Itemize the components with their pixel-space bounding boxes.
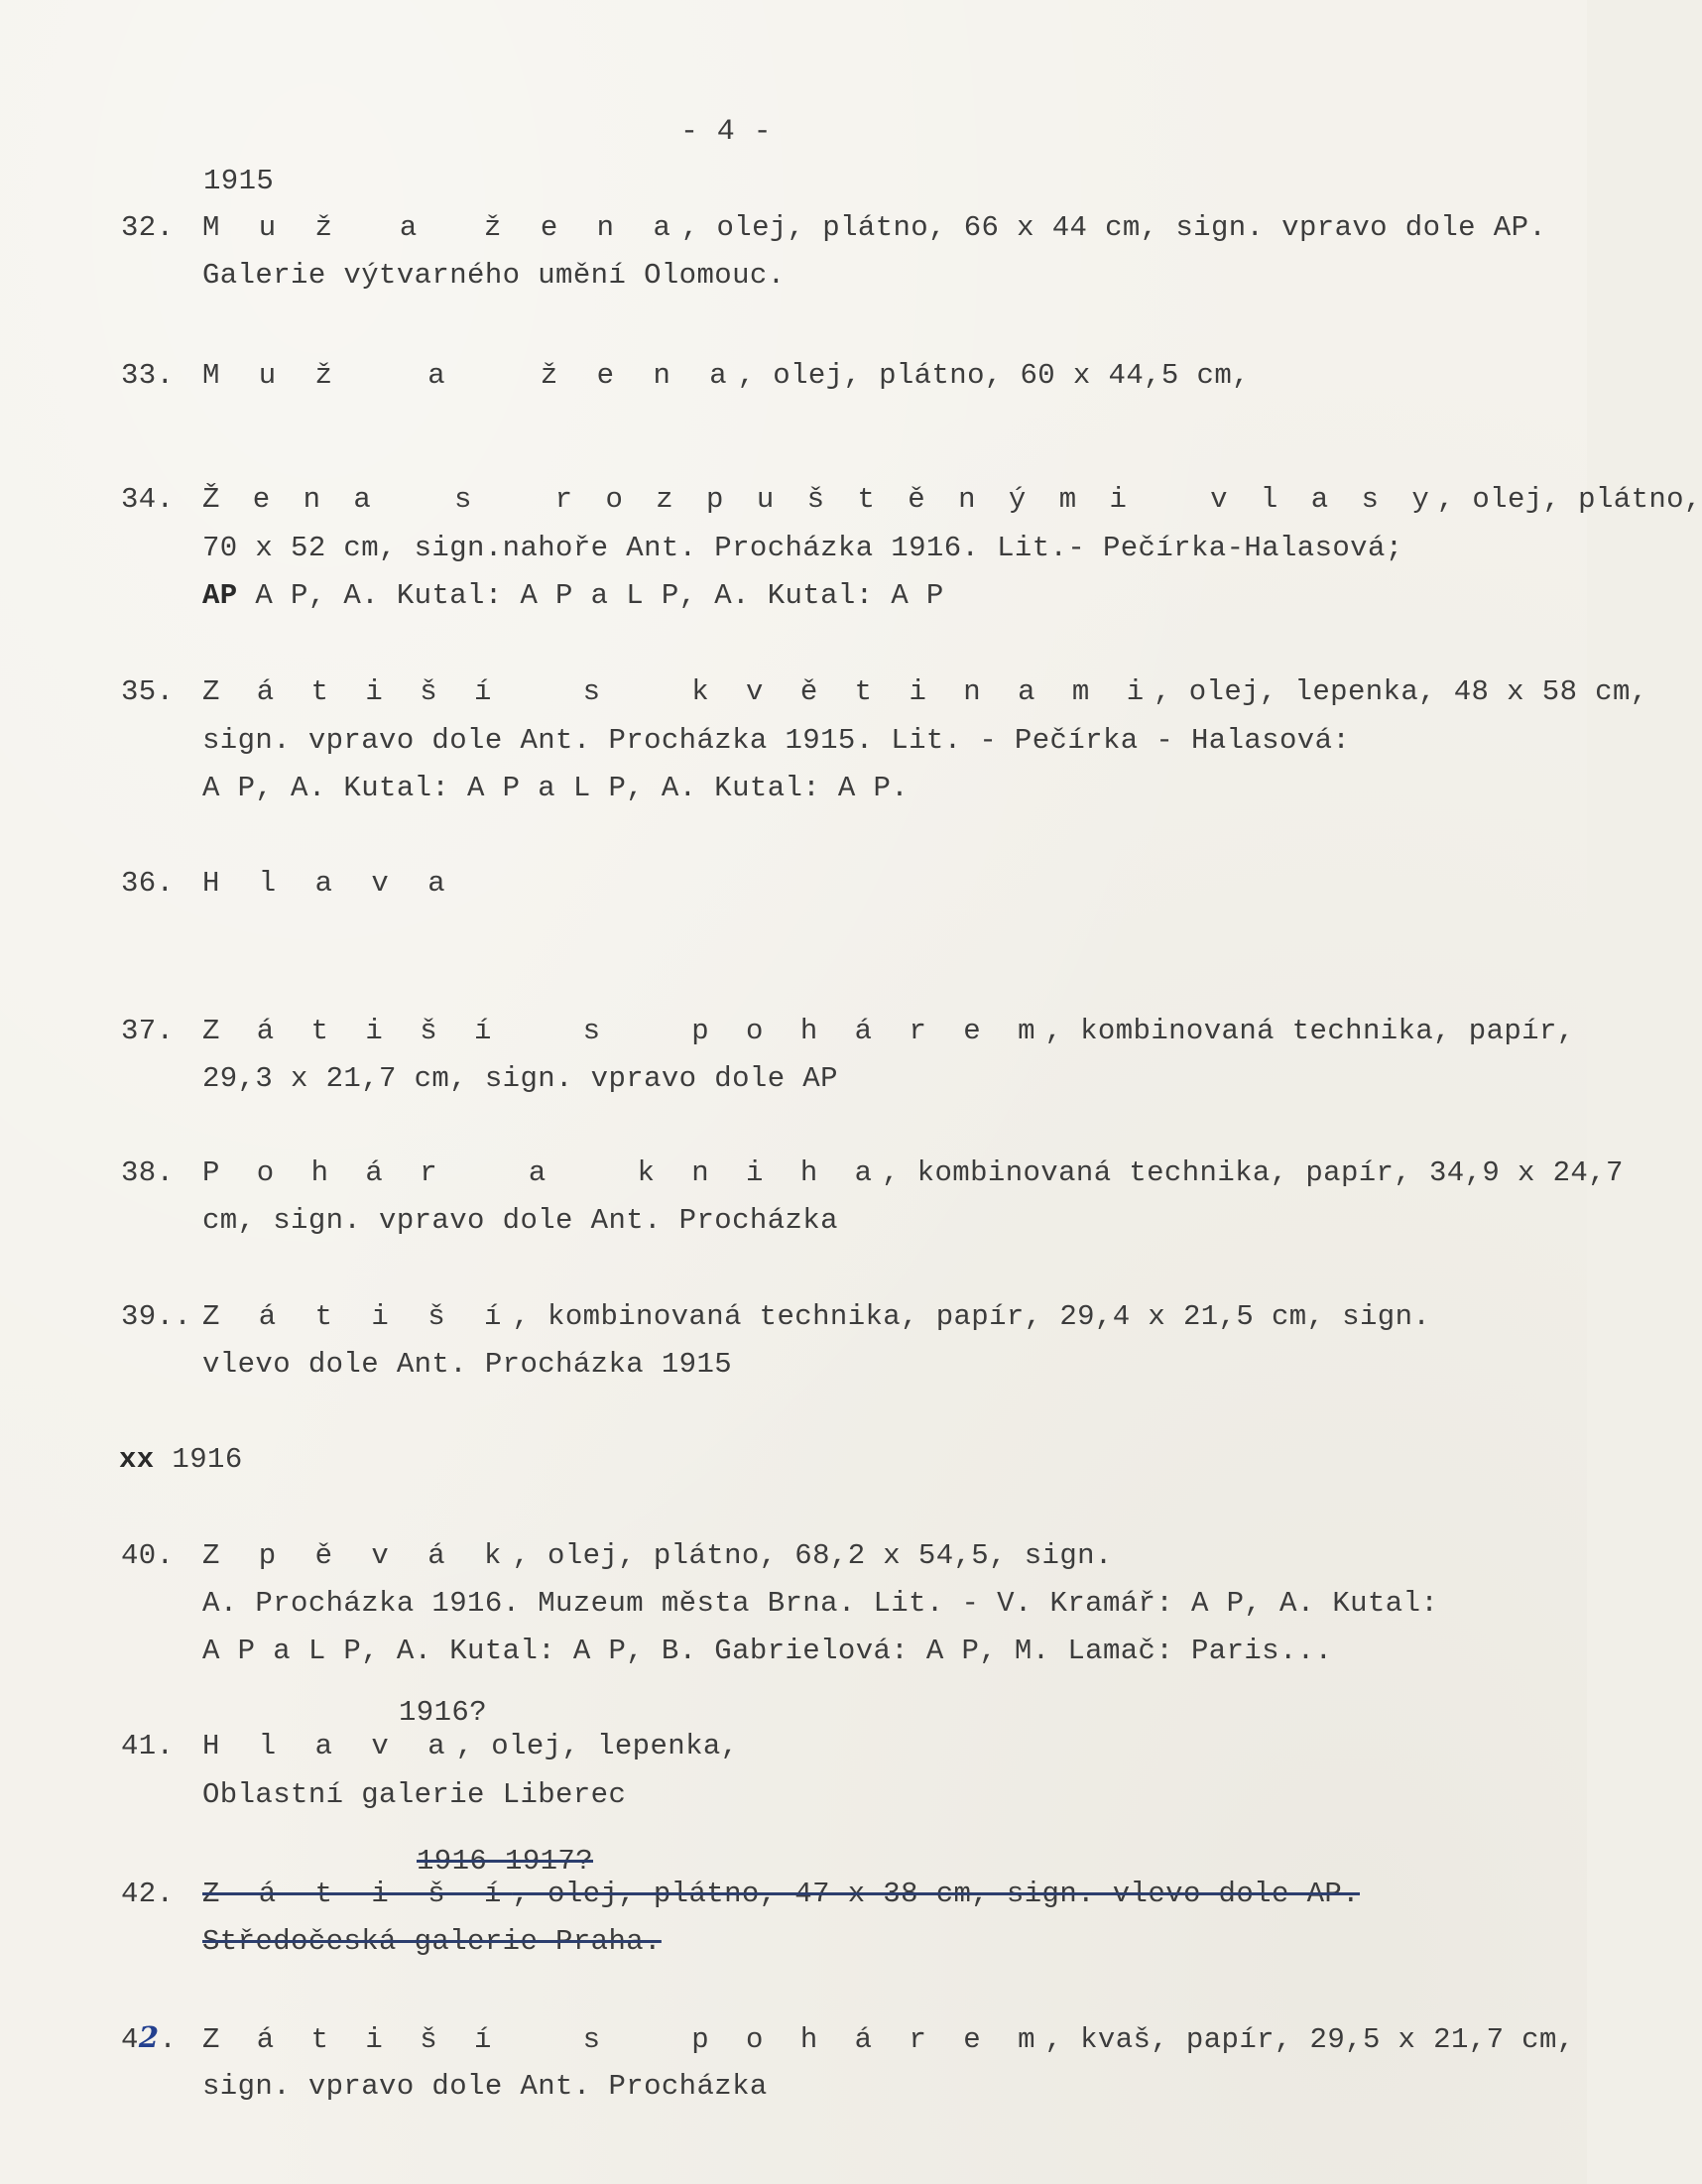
entry-40-line-1: [121, 1541, 1113, 1570]
page-number: - 4 -: [680, 115, 773, 149]
entry-36-line-1: [121, 869, 456, 898]
entry-details: , kombinovaná technika, papír, 34,9 x 24,7: [882, 1156, 1624, 1189]
entry-39-line-2: vlevo dole Ant. Procházka 1915: [202, 1348, 733, 1381]
handwritten-number-correction: 2: [138, 2020, 160, 2054]
entry-details: , olej, plátno, 68,2 x 54,5, sign.: [512, 1539, 1113, 1572]
entry-details: , olej, plátno,: [1436, 483, 1702, 516]
entry-number: 39..: [121, 1300, 192, 1333]
entry-37-line-1: [121, 1017, 1575, 1045]
entry-37-line-2: 29,3 x 21,7 cm, sign. vpravo dole AP: [202, 1062, 838, 1095]
entry-number: 32.: [121, 211, 175, 244]
entry-34-line-3: [202, 581, 944, 610]
entry-32-line-2: Galerie výtvarného umění Olomouc.: [202, 259, 786, 292]
entry-title: Z á t i š í s k v ě t i n a m i: [202, 675, 1155, 708]
entry-42-struck-line-2: Středočeská galerie Praha.: [202, 1925, 662, 1958]
entry-33-line-1: [121, 361, 1250, 390]
entry-details: , kombinovaná technika, papír, 29,4 x 21,5 cm, sign.: [512, 1300, 1431, 1333]
entry-details: , kvaš, papír, 29,5 x 21,7 cm,: [1044, 2023, 1575, 2056]
entry-details: , olej, lepenka, 48 x 58 cm,: [1154, 675, 1648, 708]
entry-title: Ž e n a s r o z p u š t ě n ý m i v l a s y: [202, 483, 1437, 516]
entry-title: H l a v a: [202, 867, 456, 900]
year-heading-1916: [119, 1445, 243, 1474]
entry-34-line-3-text: A P, A. Kutal: A P a L P, A. Kutal: A P: [237, 579, 944, 612]
entry-34-line-1: [121, 485, 1702, 514]
entry-number: 41.: [121, 1730, 175, 1762]
entry-number: [121, 2020, 202, 2056]
entry-number: 35.: [121, 675, 175, 708]
entry-34-line-2: 70 x 52 cm, sign.nahoře Ant. Procházka 1916. Lit.- Pečírka-Halasová;: [202, 532, 1403, 564]
entry-40-line-2: A. Procházka 1916. Muzeum města Brna. Lit. - V. Kramář: A P, A. Kutal:: [202, 1587, 1439, 1620]
entry-title: Z p ě v á k: [202, 1539, 513, 1572]
entry-title: Z á t i š í: [202, 1878, 513, 1910]
entry-41-date: 1916?: [399, 1696, 488, 1729]
entry-number: 42.: [121, 1878, 175, 1910]
entry-title: P o h á r a k n i h a: [202, 1156, 883, 1189]
entry-number: 37.: [121, 1015, 175, 1047]
entry-details: , olej, lepenka,: [455, 1730, 739, 1762]
entry-42-struck-date: 1916-1917?: [417, 1845, 594, 1878]
entry-41-line-2: Oblastní galerie Liberec: [202, 1778, 627, 1811]
year-heading-1916-text: 1916: [172, 1443, 243, 1476]
overtyped-mark: xx: [119, 1443, 155, 1476]
entry-number: 33.: [121, 359, 175, 392]
entry-38-line-2: cm, sign. vpravo dole Ant. Procházka: [202, 1204, 838, 1237]
entry-details: , kombinovaná technika, papír,: [1044, 1015, 1575, 1047]
entry-42-line-1: [121, 2020, 1575, 2056]
entry-title: Z á t i š í s p o h á r e m: [202, 1015, 1045, 1047]
entry-title: M u ž a ž e n a: [202, 211, 681, 244]
entry-details: , olej, plátno, 47 x 38 cm, sign. vlevo dole AP.: [512, 1878, 1360, 1910]
entry-38-line-1: [121, 1158, 1624, 1187]
entry-title: Z á t i š í s p o h á r e m: [202, 2023, 1045, 2056]
entry-number: 38.: [121, 1156, 175, 1189]
year-heading-1915: 1915: [203, 165, 275, 197]
entry-39-line-1: [121, 1302, 1430, 1331]
entry-details: , olej, plátno, 60 x 44,5 cm,: [737, 359, 1250, 392]
entry-number: 34.: [121, 483, 175, 516]
entry-35-line-2: sign. vpravo dole Ant. Procházka 1915. Lit. - Pečírka - Halasová:: [202, 724, 1351, 757]
overtyped-mark: AP: [202, 579, 238, 612]
entry-title: M u ž a ž e n a: [202, 359, 738, 392]
entry-35-line-1: [121, 677, 1648, 706]
entry-number: 40.: [121, 1539, 175, 1572]
entry-title: H l a v a: [202, 1730, 456, 1762]
entry-41-line-1: [121, 1732, 739, 1760]
entry-42-line-2: sign. vpravo dole Ant. Procházka: [202, 2070, 768, 2103]
entry-number: 36.: [121, 867, 175, 900]
entry-40-line-3: A P a L P, A. Kutal: A P, B. Gabrielová: A P, M. Lamač: Paris...: [202, 1635, 1333, 1667]
entry-number-prefix: 4: [121, 2023, 139, 2056]
entry-number-suffix: .: [159, 2023, 178, 2056]
entry-42-struck-line-1: [121, 1880, 1360, 1908]
entry-title: Z á t i š í: [202, 1300, 513, 1333]
entry-32-line-1: [121, 213, 1546, 242]
entry-35-line-3: A P, A. Kutal: A P a L P, A. Kutal: A P.: [202, 772, 910, 804]
entry-details: , olej, plátno, 66 x 44 cm, sign. vpravo dole AP.: [680, 211, 1547, 244]
